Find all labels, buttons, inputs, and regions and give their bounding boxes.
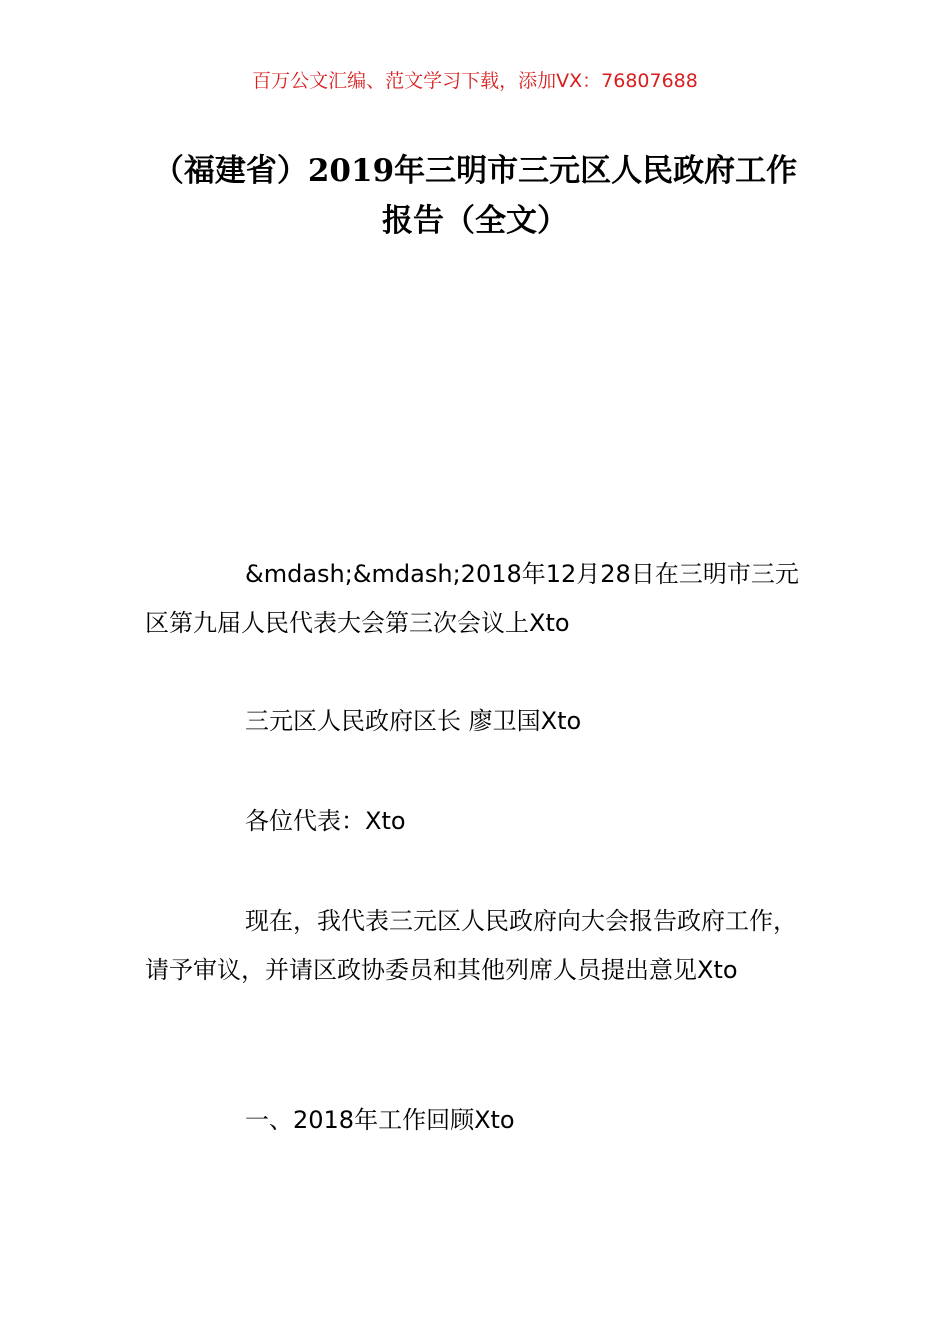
- paragraph-date-line: &mdash;&mdash;2018年12月28日在三明市三元区第九届人民代表大会第三次会议上Xto: [145, 560, 799, 637]
- paragraph-intro: 现在，我代表三元区人民政府向大会报告政府工作，请予审议，并请区政协委员和其他列席人员提出意见Xto: [145, 907, 797, 984]
- section-heading-review: 一、2018年工作回顾Xto: [245, 1106, 515, 1134]
- header-note: 百万公文汇编、范文学习下载，添加VX：76807688: [252, 70, 698, 92]
- paragraph-speaker: 三元区人民政府区长 廖卫国Xto: [245, 707, 582, 735]
- document-title: （福建省）2019年三明市三元区人民政府工作报告（全文）: [152, 153, 798, 239]
- paragraph-salutation: 各位代表：Xto: [245, 807, 406, 835]
